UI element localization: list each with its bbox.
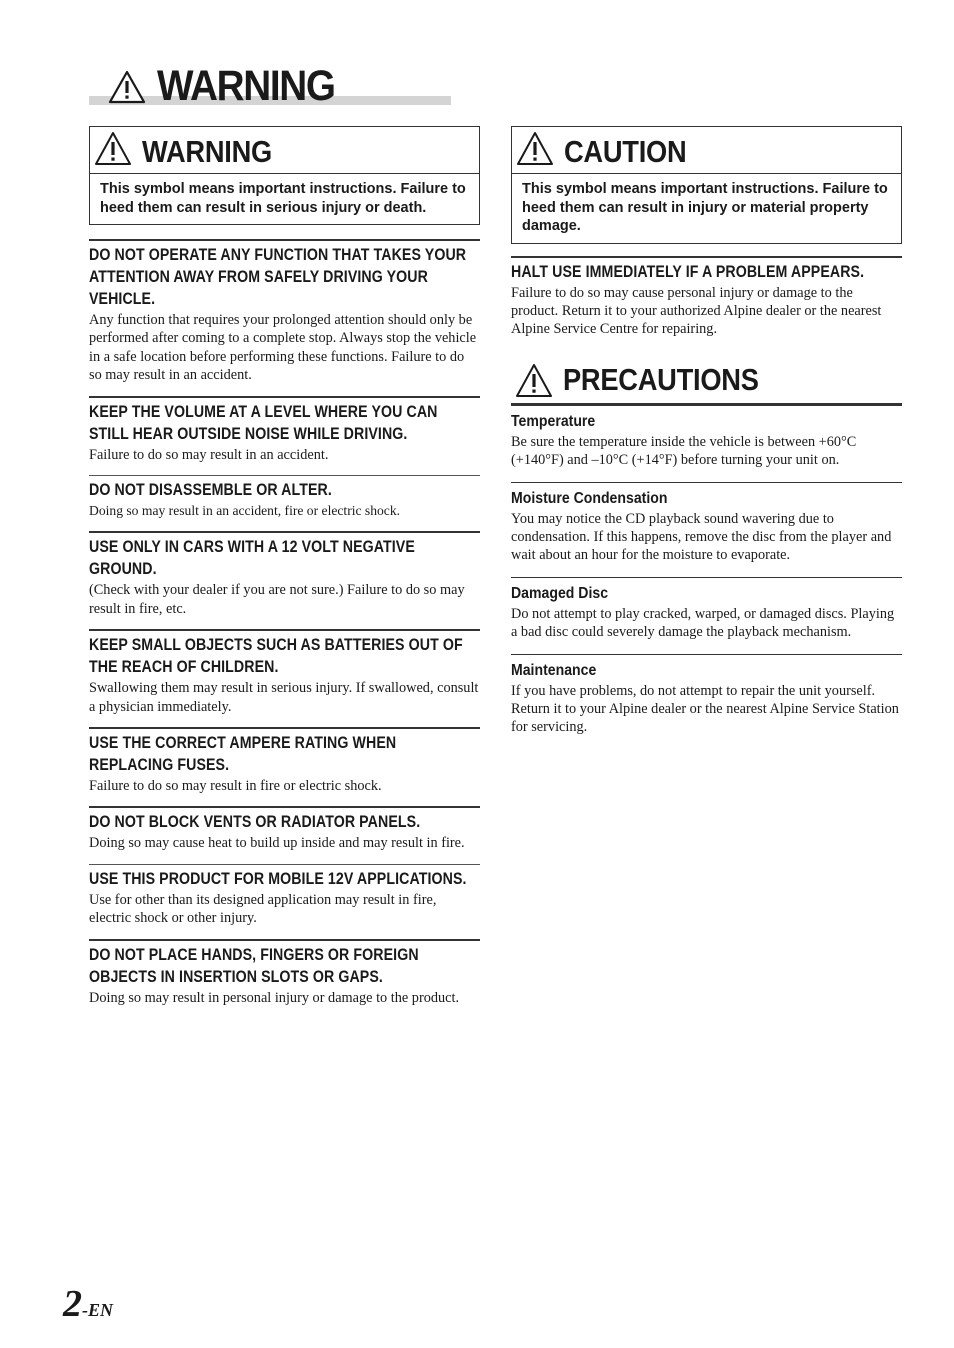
section-heading: KEEP THE VOLUME AT A LEVEL WHERE YOU CAN STILL HEAR OUTSIDE NOISE WHILE DRIVING. [89, 402, 438, 443]
section-body: Doing so may result in personal injury or damage to the product. [89, 989, 460, 1006]
warning-triangle-icon [515, 363, 553, 399]
warning-section [89, 727, 480, 795]
section-body: (Check with your dealer if you are not sure.) Failure to do so may result in fire, etc. [89, 582, 465, 617]
precautions-header [511, 357, 902, 406]
section-body: Doing so may result in an accident, fire or electric shock. [89, 503, 401, 519]
warning-section [89, 864, 480, 928]
warning-triangle-icon [516, 131, 554, 167]
precaution-body: Do not attempt to play cracked, warped, or damaged discs. Playing a bad disc could severely damage the playback mechanism. [511, 605, 895, 641]
warning-section [89, 531, 480, 618]
section-heading: HALT USE IMMEDIATELY IF A PROBLEM APPEARS. [511, 262, 865, 281]
precaution-item [511, 482, 902, 565]
warning-triangle-icon [108, 70, 146, 104]
section-heading: KEEP SMALL OBJECTS SUCH AS BATTERIES OUT OF THE REACH OF CHILDREN. [89, 636, 463, 677]
precaution-item [511, 406, 902, 470]
precaution-body: Be sure the temperature inside the vehicle is between +60°C (+140°F) and –10°C (+14°F) before turning your unit on. [511, 433, 857, 469]
warning-box [89, 126, 480, 225]
warning-section [89, 806, 480, 852]
warning-box-header [90, 127, 479, 174]
section-body: Swallowing them may result in serious injury. If swallowed, consult a physician immediately. [89, 680, 479, 715]
warning-section [89, 396, 480, 464]
caution-box-title: CAUTION [564, 134, 687, 169]
page-heading [89, 62, 451, 110]
precaution-item [511, 654, 902, 737]
warning-section [89, 939, 480, 1007]
section-heading: USE ONLY IN CARS WITH A 12 VOLT NEGATIVE GROUND. [89, 538, 415, 579]
section-heading: USE THIS PRODUCT FOR MOBILE 12V APPLICATIONS. [89, 869, 467, 888]
warning-section [89, 475, 480, 520]
section-body: Failure to do so may result in fire or electric shock. [89, 778, 382, 795]
page-language-suffix: -EN [82, 1300, 113, 1320]
caution-section [511, 256, 902, 339]
caution-box-header [512, 127, 901, 174]
left-column [89, 126, 480, 1018]
precaution-heading: Damaged Disc [511, 584, 609, 602]
page-title: WARNING [157, 62, 335, 110]
warning-box-text: This symbol means important instructions. Failure to heed them can result in serious injury or death. [100, 181, 466, 216]
section-heading: DO NOT PLACE HANDS, FINGERS OR FOREIGN OBJECTS IN INSERTION SLOTS OR GAPS. [89, 945, 419, 986]
section-body: Any function that requires your prolonged attention should only be performed after coming to a complete stop. Always stop the vehicle in a safe location before performing these functions. Failure to do so may result in an accident. [89, 312, 477, 384]
section-heading: DO NOT DISASSEMBLE OR ALTER. [89, 481, 332, 500]
warning-triangle-icon [94, 131, 132, 167]
caution-box-text: This symbol means important instructions. Failure to heed them can result in injury or material property damage. [522, 181, 888, 234]
page-number-digit: 2 [63, 1283, 82, 1325]
precaution-body: If you have problems, do not attempt to repair the unit yourself. Return it to your Alpine dealer or the nearest Alpine Service Station for servicing. [511, 682, 899, 736]
precaution-heading: Maintenance [511, 661, 597, 679]
section-heading: DO NOT BLOCK VENTS OR RADIATOR PANELS. [89, 813, 421, 832]
right-column [511, 126, 902, 749]
section-body: Use for other than its designed application may result in fire, electric shock or other injury. [89, 891, 437, 927]
section-body: Failure to do so may cause personal injury or damage to the product. Return it to your authorized Alpine dealer or the nearest Alpine Service Centre for repairing. [511, 284, 882, 338]
precautions-title: PRECAUTIONS [563, 361, 759, 397]
page-number [63, 1284, 113, 1324]
warning-section [89, 629, 480, 716]
section-heading: DO NOT OPERATE ANY FUNCTION THAT TAKES YOUR ATTENTION AWAY FROM SAFELY DRIVING YOUR VEHICLE. [89, 246, 467, 308]
precaution-heading: Temperature [511, 412, 596, 430]
section-heading: USE THE CORRECT AMPERE RATING WHEN REPLACING FUSES. [89, 734, 397, 775]
caution-box [511, 126, 902, 244]
warning-section [89, 239, 480, 385]
precaution-heading: Moisture Condensation [511, 489, 668, 507]
precaution-body: You may notice the CD playback sound wavering due to condensation. If this happens, remove the disc from the player and wait about an hour for the moisture to evaporate. [511, 510, 892, 564]
precaution-item [511, 577, 902, 642]
warning-box-title: WARNING [142, 134, 273, 169]
section-body: Doing so may cause heat to build up inside and may result in fire. [89, 835, 465, 852]
section-body: Failure to do so may result in an accident. [89, 446, 329, 463]
